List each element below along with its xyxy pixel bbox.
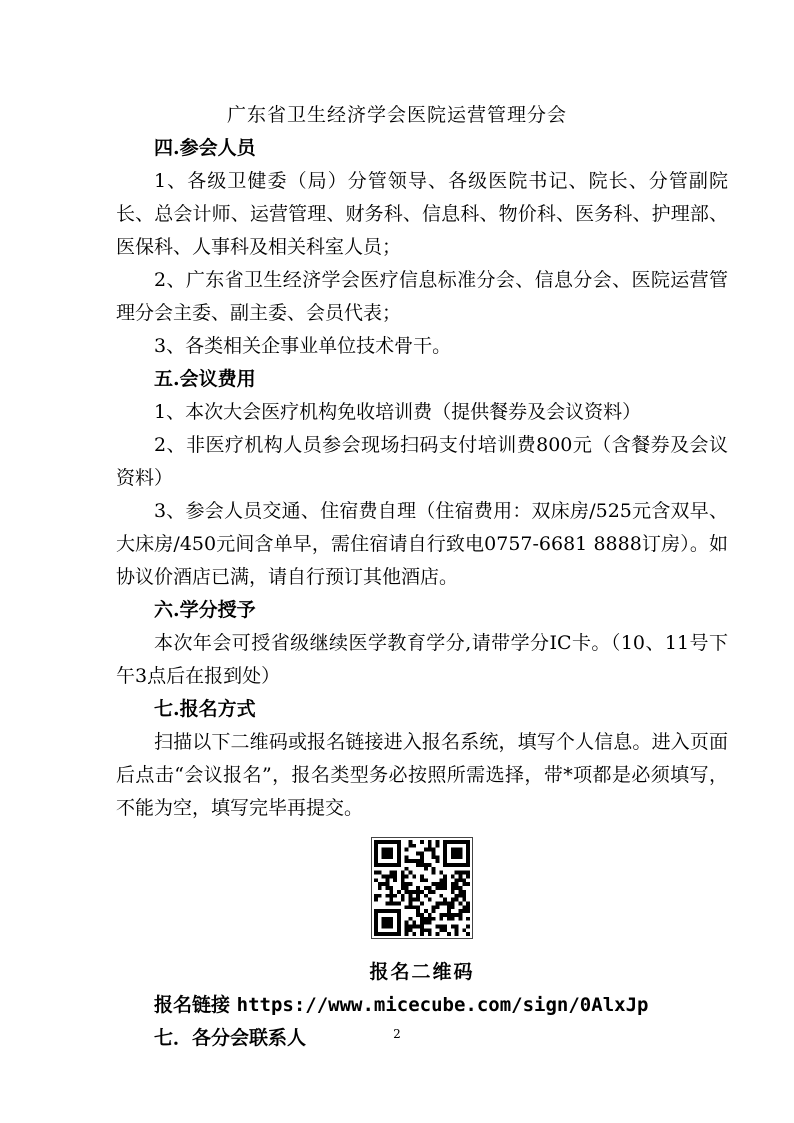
page-number: 2 <box>393 1027 401 1041</box>
section-heading-fees: 五.会议费用 <box>154 368 256 390</box>
registration-link-label: 报名链接 <box>154 994 231 1016</box>
section-heading-registration: 七.报名方式 <box>154 698 256 720</box>
registration-text: 扫描以下二维码或报名链接进入报名系统，填写个人信息。进入页面后点击“会议报名”，报名类型务必按照所需选择，带*项都是必须填写，不能为空，填写完毕再提交。 <box>116 731 728 819</box>
fees-item-3: 3、参会人员交通、住宿费自理（住宿费用：双床房/525元含双早、大床房/450元间含单早，需住宿请自行致电0757-6681 8888订房）。如协议价酒店已满，请自行预订其他酒店。 <box>116 500 728 588</box>
qr-code-icon <box>374 840 470 936</box>
document-body <box>116 132 728 1055</box>
qr-code-caption: 报名二维码 <box>369 961 475 983</box>
credits-text: 本次年会可授省级继续医学教育学分,请带学分IC卡。（10、11号下午3点后在报到处） <box>116 632 728 687</box>
fees-item-2: 2、非医疗机构人员参会现场扫码支付培训费800元（含餐券及会议资料） <box>116 434 728 489</box>
registration-link-line <box>116 989 728 1022</box>
section-heading-attendees: 四.参会人员 <box>154 137 256 159</box>
attendees-item-1: 1、各级卫健委（局）分管领导、各级医院书记、院长、分管副院长、总会计师、运营管理、财务科、信息科、物价科、医务科、护理部、医保科、人事科及相关科室人员； <box>116 170 728 258</box>
registration-link[interactable]: https://www.micecube.com/sign/0AlxJp <box>236 994 649 1016</box>
section-heading-contacts: 七．各分会联系人 <box>154 1027 307 1049</box>
qr-code-container <box>116 837 728 950</box>
document-header: 广东省卫生经济学会医院运营管理分会 <box>226 104 567 126</box>
registration-qr-code[interactable] <box>371 837 473 939</box>
fees-item-1: 1、本次大会医疗机构免收培训费（提供餐券及会议资料） <box>154 401 642 423</box>
section-heading-credits: 六.学分授予 <box>154 599 256 621</box>
attendees-item-2: 2、广东省卫生经济学会医疗信息标准分会、信息分会、医院运营管理分会主委、副主委、会员代表； <box>116 269 728 324</box>
attendees-item-3: 3、各类相关企事业单位技术骨干。 <box>154 335 452 357</box>
